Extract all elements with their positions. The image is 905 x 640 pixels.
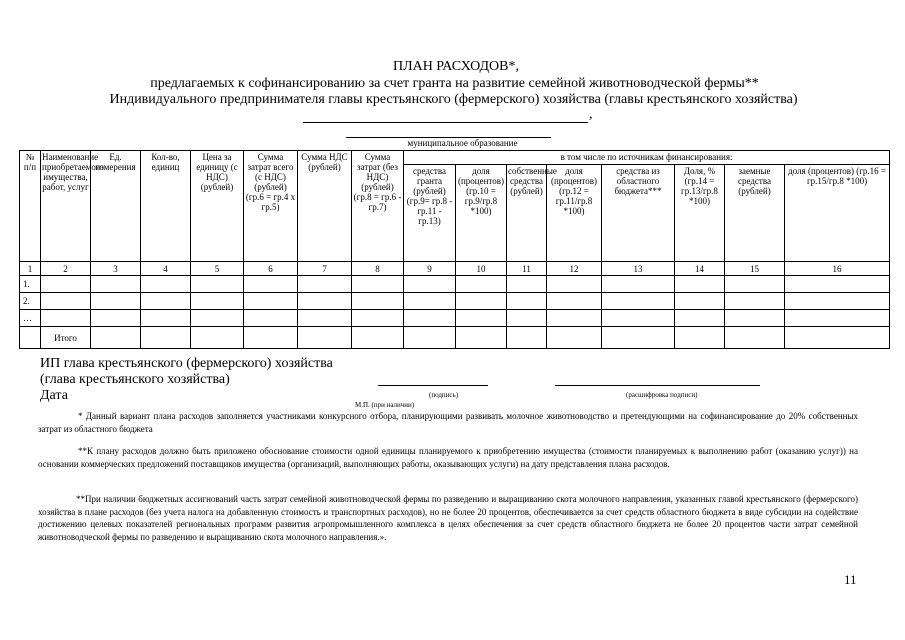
colnum: 1 — [20, 262, 41, 276]
cell[interactable] — [785, 327, 890, 349]
colnum: 12 — [547, 262, 602, 276]
cell[interactable] — [244, 310, 298, 327]
cell[interactable] — [41, 293, 91, 310]
cell[interactable] — [725, 293, 785, 310]
cell[interactable] — [675, 327, 725, 349]
cell[interactable] — [91, 276, 141, 293]
cell[interactable] — [352, 327, 404, 349]
row-number — [20, 327, 41, 349]
colnum: 13 — [602, 262, 675, 276]
cell[interactable] — [725, 310, 785, 327]
cell[interactable] — [191, 310, 244, 327]
footnote-1: * Данный вариант плана расходов заполняется участниками конкурсного отбора, планирующими развивать молочное животноводство и претендующими на софинансирование до 20% собственных затрат из областного бюджета — [38, 411, 858, 434]
header-loan-share: доля (процентов) (гр.16 = гр.15/гр.8 *100) — [785, 165, 890, 262]
header-price: Цена за единицу (с НДС) (рублей) — [191, 151, 244, 262]
cell[interactable] — [191, 293, 244, 310]
page-number: 11 — [844, 572, 857, 587]
signer-title: ИП глава крестьянского (фермерского) хозяйства — [40, 356, 333, 371]
cell[interactable] — [456, 276, 507, 293]
row-number: 1. — [20, 276, 41, 293]
cell[interactable] — [91, 310, 141, 327]
cell[interactable] — [602, 293, 675, 310]
cell[interactable] — [141, 276, 191, 293]
cell[interactable] — [785, 310, 890, 327]
header-total: Сумма затрат всего (с НДС) (рублей) (гр.6 = гр.4 х гр.5) — [244, 151, 298, 262]
cell[interactable] — [507, 293, 547, 310]
municipality-caption: муниципальное образование — [407, 138, 518, 148]
colnum: 8 — [352, 262, 404, 276]
header-novat: Сумма затрат (без НДС) (рублей) (гр.8 = гр.6 - гр.7) — [352, 151, 404, 262]
cell[interactable] — [675, 293, 725, 310]
table-header-row — [20, 151, 890, 165]
cell[interactable] — [141, 293, 191, 310]
cell[interactable] — [507, 310, 547, 327]
table-row — [20, 276, 890, 293]
expense-plan-table — [19, 150, 890, 349]
date-label: Дата — [40, 388, 68, 403]
footnote-3: **При наличии бюджетных ассигнований часть затрат семейной животноводческой фермы по разведению и выращиванию скота молочного направления, указанных главой крестьянского (фермерского) хозяйства в плане расходов (без учета налога на добавленную стоимость и транспортных расходов), но не более 20 процентов, обеспечивается за счет средств областного бюджета в виде субсидии на содействие достижению целевых показателей региональных программ развития агропромышленного комплекса в целях обеспечения за счет средств областного бюджета не более 20 процентов части затрат семейной животноводческой фермы по разведению и выращиванию скота молочного направления.». — [38, 494, 858, 542]
cell[interactable] — [547, 293, 602, 310]
cell[interactable] — [141, 310, 191, 327]
header-own: собственные средства (рублей) — [507, 165, 547, 262]
colnum: 16 — [785, 262, 890, 276]
header-regional-share: Доля, % (гр.14 = гр.13/гр.8 *100) — [675, 165, 725, 262]
colnum: 2 — [41, 262, 91, 276]
colnum: 15 — [725, 262, 785, 276]
cell[interactable] — [602, 327, 675, 349]
cell[interactable] — [456, 327, 507, 349]
cell[interactable] — [507, 327, 547, 349]
colnum: 4 — [141, 262, 191, 276]
owner-name-comma: , — [589, 107, 593, 122]
cell[interactable] — [675, 276, 725, 293]
cell[interactable] — [725, 327, 785, 349]
cell[interactable] — [141, 327, 191, 349]
colnum: 9 — [404, 262, 456, 276]
row-number: … — [20, 310, 41, 327]
cell[interactable] — [602, 310, 675, 327]
plan-owner-line: Индивидуального предпринимателя главы крестьянского (фермерского) хозяйства (главы крестьянского хозяйства) — [109, 92, 798, 107]
colnum: 6 — [244, 262, 298, 276]
cell[interactable] — [547, 276, 602, 293]
colnum: 11 — [507, 262, 547, 276]
signature-decode-caption: (расшифровка подписи) — [626, 391, 698, 399]
plan-subtitle: предлагаемых к софинансированию за счет гранта на развитие семейной животноводческой фермы** — [150, 76, 759, 91]
cell[interactable] — [91, 293, 141, 310]
colnum: 5 — [191, 262, 244, 276]
cell[interactable] — [404, 276, 456, 293]
header-qty: Кол-во, единиц — [141, 151, 191, 262]
cell[interactable] — [244, 293, 298, 310]
row-number: 2. — [20, 293, 41, 310]
table-row — [20, 293, 890, 310]
colnum: 3 — [91, 262, 141, 276]
stamp-caption: М.П. (при наличии) — [355, 401, 415, 409]
cell[interactable] — [785, 293, 890, 310]
cell[interactable] — [547, 327, 602, 349]
colnum: 14 — [675, 262, 725, 276]
header-grant: средства гранта (рублей) (гр.9= гр.8 - гр.11 - гр.13) — [404, 165, 456, 262]
total-label: Итого — [41, 327, 91, 349]
cell[interactable] — [352, 310, 404, 327]
header-grant-share: доля (процентов) (гр.10 = гр.9/гр.8 *100) — [456, 165, 507, 262]
cell[interactable] — [298, 310, 352, 327]
header-unit: Ед. измерения — [91, 151, 141, 262]
cell[interactable] — [41, 276, 91, 293]
signature-decode-line[interactable] — [555, 385, 760, 386]
signer-title-alt: (глава крестьянского хозяйства) — [40, 372, 230, 387]
cell[interactable] — [298, 327, 352, 349]
header-own-share: доля (процентов) (гр.12 = гр.11/гр.8 *100) — [547, 165, 602, 262]
cell[interactable] — [298, 293, 352, 310]
cell[interactable] — [41, 310, 91, 327]
cell[interactable] — [785, 276, 890, 293]
colnum: 10 — [456, 262, 507, 276]
cell[interactable] — [298, 276, 352, 293]
cell[interactable] — [507, 276, 547, 293]
cell[interactable] — [91, 327, 141, 349]
cell[interactable] — [547, 310, 602, 327]
header-regional: средства из областного бюджета*** — [602, 165, 675, 262]
cell[interactable] — [404, 327, 456, 349]
header-no: № п/п — [20, 151, 41, 262]
plan-title: ПЛАН РАСХОДОВ*, — [392, 59, 520, 74]
header-vat: Сумма НДС (рублей) — [298, 151, 352, 262]
cell[interactable] — [352, 276, 404, 293]
cell[interactable] — [352, 293, 404, 310]
colnum: 7 — [298, 262, 352, 276]
cell[interactable] — [191, 327, 244, 349]
signature-line[interactable] — [378, 385, 488, 386]
cell[interactable] — [244, 327, 298, 349]
cell[interactable] — [602, 276, 675, 293]
cell[interactable] — [456, 310, 507, 327]
footnote-2: **К плану расходов должно быть приложено обоснование стоимости одной единицы планируемого к приобретению имущества (стоимости планируемых к выполнению работ (оказанию услуг)) на основании коммерческих предложений поставщиков имущества (организаций, выполняющих работы, оказывающих услуги) на дату представления плана расходов. — [38, 446, 858, 469]
cell[interactable] — [404, 310, 456, 327]
cell[interactable] — [404, 293, 456, 310]
owner-name-blank — [303, 122, 588, 123]
signature-caption: (подпись) — [429, 391, 459, 399]
column-number-row — [20, 262, 890, 276]
cell[interactable] — [244, 276, 298, 293]
cell[interactable] — [456, 293, 507, 310]
cell[interactable] — [675, 310, 725, 327]
header-loan: заемные средства (рублей) — [725, 165, 785, 262]
header-sources: в том числе по источникам финансирования: — [404, 151, 890, 165]
cell[interactable] — [191, 276, 244, 293]
cell[interactable] — [725, 276, 785, 293]
header-name: Наименование приобретаемого имущества, работ, услуг — [41, 151, 91, 262]
table-total-row — [20, 327, 890, 349]
table-row — [20, 310, 890, 327]
